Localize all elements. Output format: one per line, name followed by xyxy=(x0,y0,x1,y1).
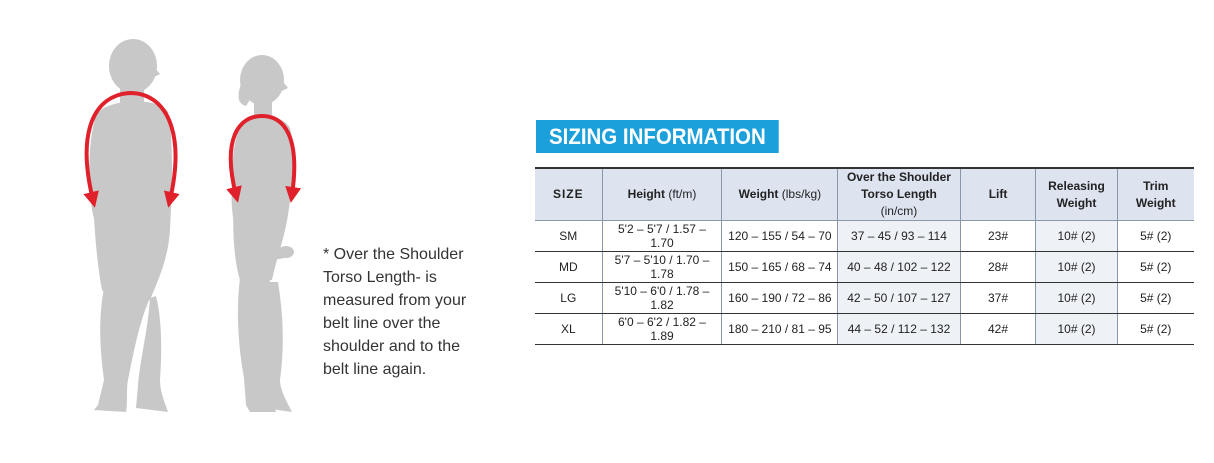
cell-torso-length: 40 – 48 / 102 – 122 xyxy=(838,252,960,283)
cell-trim-weight: 5# (2) xyxy=(1117,314,1194,345)
cell-torso-length: 42 – 50 / 107 – 127 xyxy=(838,283,960,314)
sizing-title: SIZING INFORMATION xyxy=(536,120,779,153)
col-header-releasing-weight: Releasing Weight xyxy=(1036,168,1117,221)
cell-lift: 23# xyxy=(960,221,1036,252)
col-header-weight: Weight (lbs/kg) xyxy=(722,168,838,221)
cell-lift: 37# xyxy=(960,283,1036,314)
table-row xyxy=(535,252,1194,283)
table-row xyxy=(535,221,1194,252)
cell-height: 6'0 – 6'2 / 1.82 – 1.89 xyxy=(602,314,722,345)
sizing-table xyxy=(535,167,1194,345)
cell-height: 5'2 – 5'7 / 1.57 – 1.70 xyxy=(602,221,722,252)
cell-size: MD xyxy=(535,252,602,283)
cell-height: 5'10 – 6'0 / 1.78 – 1.82 xyxy=(602,283,722,314)
col-header-height: Height (ft/m) xyxy=(602,168,722,221)
cell-trim-weight: 5# (2) xyxy=(1117,283,1194,314)
table-header-row xyxy=(535,168,1194,221)
col-header-torso-length: Over the Shoulder Torso Length (in/cm) xyxy=(838,168,960,221)
female-figure-icon xyxy=(232,55,294,412)
col-header-trim-weight: Trim Weight xyxy=(1117,168,1194,221)
cell-size: XL xyxy=(535,314,602,345)
cell-weight: 120 – 155 / 54 – 70 xyxy=(722,221,838,252)
cell-size: SM xyxy=(535,221,602,252)
cell-weight: 150 – 165 / 68 – 74 xyxy=(722,252,838,283)
torso-length-footnote: * Over the Shoulder Torso Length- is measured from your belt line over the shoulder and to the belt line again. xyxy=(323,246,467,378)
cell-torso-length: 44 – 52 / 112 – 132 xyxy=(838,314,960,345)
cell-trim-weight: 5# (2) xyxy=(1117,221,1194,252)
torso-length-label: Over the Shoulder Torso Length xyxy=(846,170,951,201)
cell-lift: 28# xyxy=(960,252,1036,283)
cell-releasing-weight: 10# (2) xyxy=(1036,252,1117,283)
table-row xyxy=(535,283,1194,314)
cell-releasing-weight: 10# (2) xyxy=(1036,283,1117,314)
table-row xyxy=(535,314,1194,345)
cell-height: 5'7 – 5'10 / 1.70 – 1.78 xyxy=(602,252,722,283)
col-header-size: SIZE xyxy=(535,168,602,221)
cell-lift: 42# xyxy=(960,314,1036,345)
cell-trim-weight: 5# (2) xyxy=(1117,252,1194,283)
cell-releasing-weight: 10# (2) xyxy=(1036,221,1117,252)
cell-weight: 180 – 210 / 81 – 95 xyxy=(722,314,838,345)
cell-size: LG xyxy=(535,283,602,314)
sizing-illustration xyxy=(0,0,320,463)
cell-releasing-weight: 10# (2) xyxy=(1036,314,1117,345)
cell-torso-length: 37 – 45 / 93 – 114 xyxy=(838,221,960,252)
col-header-lift: Lift xyxy=(960,168,1036,221)
cell-weight: 160 – 190 / 72 – 86 xyxy=(722,283,838,314)
